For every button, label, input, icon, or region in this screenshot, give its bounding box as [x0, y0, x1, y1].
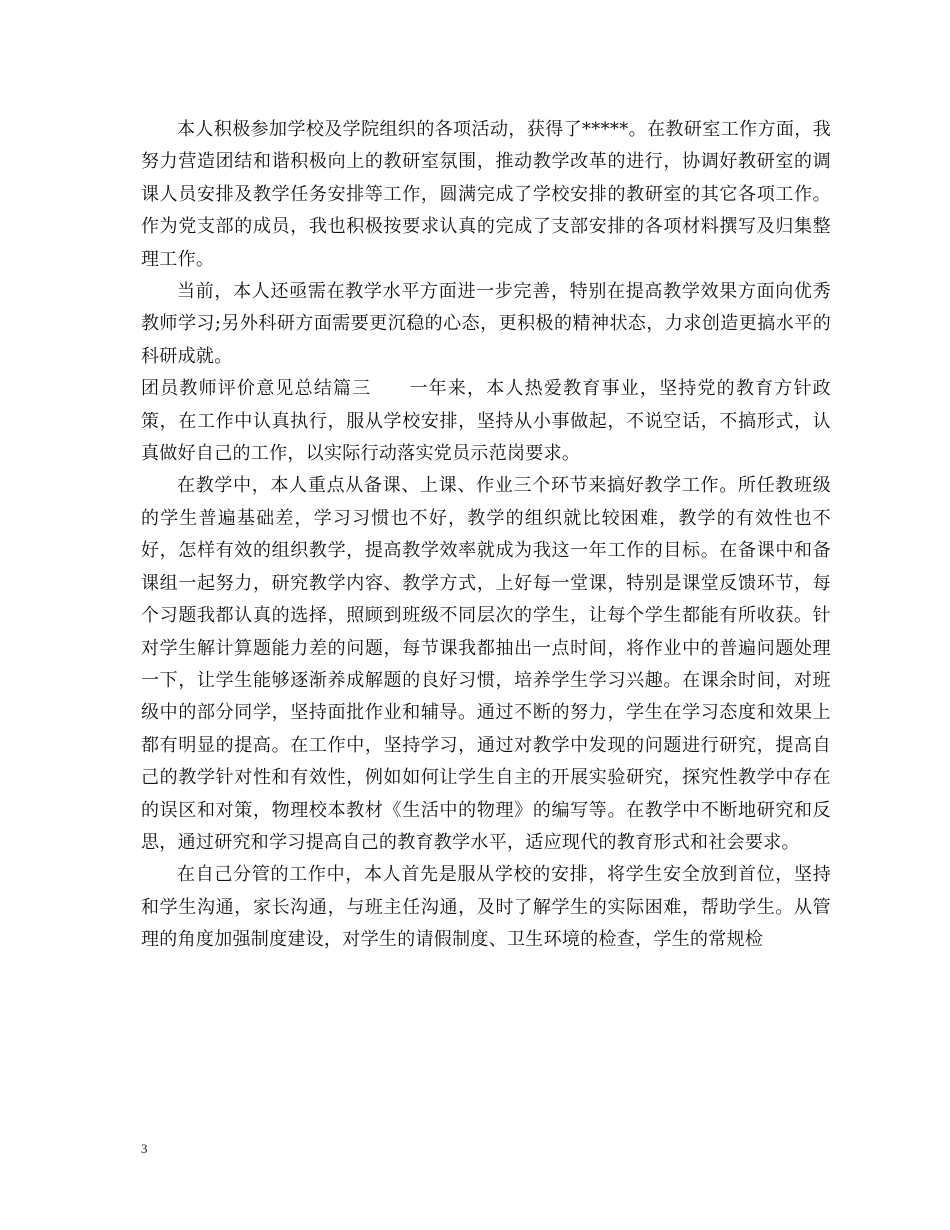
- page-number: 3: [141, 1141, 148, 1156]
- document-body: [141, 114, 831, 957]
- section-heading: 团员教师评价意见总结篇三: [141, 378, 372, 400]
- paragraph-teaching: 在教学中，本人重点从备课、上课、作业三个环节来搞好教学工作。所任教班级的学生普遍基础差，学习习惯也不好，教学的组织就比较困难，教学的有效性也不好，怎样有效的组织教学，提高教学效率就成为我这一年工作的目标。在备课中和备课组一起努力，研究教学内容、教学方式，上好每一堂课，特别是课堂反馈环节，每个习题我都认真的选择，照顾到班级不同层次的学生，让每个学生都能有所收获。针对学生解计算题能力差的问题，每节课我都抽出一点时间，将作业中的普遍问题处理一下，让学生能够逐渐养成解题的良好习惯，培养学生学习兴趣。在课余时间，对班级中的部分同学，坚持面批作业和辅导。通过不断的努力，学生在学习态度和效果上都有明显的提高。在工作中，坚持学习，通过对教学中发现的问题进行研究，提高自己的教学针对性和有效性，例如如何让学生自主的开展实验研究，探究性教学中存在的误区和对策，物理校本教材《生活中的物理》的编写等。在教学中不断地研究和反思，通过研究和学习提高自己的教育教学水平，适应现代的教育形式和社会要求。: [141, 475, 831, 853]
- paragraph-improvement: 当前，本人还亟需在教学水平方面进一步完善，特别在提高教学效果方面向优秀教师学习;另外科研方面需要更沉稳的心态，更积极的精神状态，力求创造更搞水平的科研成就。: [141, 281, 831, 367]
- paragraph-management: 在自己分管的工作中，本人首先是服从学校的安排，将学生安全放到首位，坚持和学生沟通，家长沟通，与班主任沟通，及时了解学生的实际困难，帮助学生。从管理的角度加强制度建设，对学生的请假制度、卫生环境的检查，学生的常规检: [141, 864, 831, 951]
- paragraph-activities: 本人积极参加学校及学院组织的各项活动，获得了*****。在教研室工作方面，我努力营造团结和谐积极向上的教研室氛围，推动教学改革的进行，协调好教研室的调课人员安排及教学任务安排等工作，圆满完成了学校安排的教研室的其它各项工作。作为党支部的成员，我也积极按要求认真的完成了支部安排的各项材料撰写及归集整理工作。: [141, 119, 831, 270]
- section-intro: 一年来，本人热爱教育事业，坚持党的教育方针政策，在工作中认真执行，服从学校安排，坚持从小事做起，不说空话，不搞形式，认真做好自己的工作，以实际行动落实党员示范岗要求。: [141, 378, 831, 465]
- section-paragraph: [141, 373, 831, 470]
